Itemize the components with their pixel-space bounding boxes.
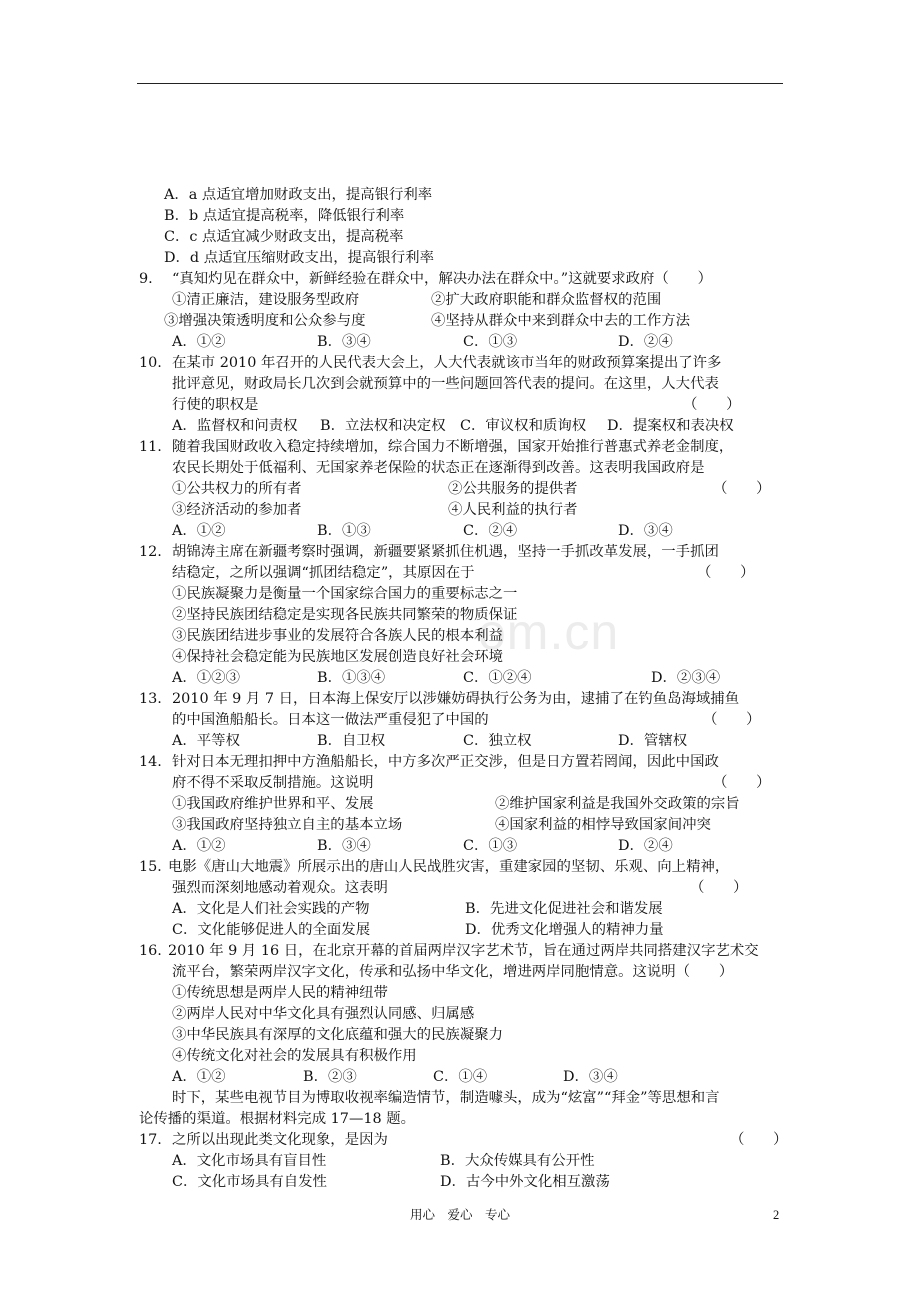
q12-option-b: B．①③④ [317, 670, 386, 686]
q15-number: 15． [139, 859, 172, 875]
q16-item-2: ②两岸人民对中华文化具有强烈认同感、归属感 [172, 1006, 475, 1022]
q11-option-c: C．②④ [463, 523, 518, 539]
q17-option-d: D．古今中外文化相互激荡 [440, 1174, 610, 1190]
q11-stem-line: 农民长期处于低福利、无国家养老保险的状态正在逐渐得到改善。这表明我国政府是 [172, 460, 705, 476]
q17-answer-bracket: （ ） [730, 1132, 788, 1148]
q14-item-3: ③我国政府坚持独立自主的基本立场 [172, 817, 403, 833]
q17-stem-line: 之所以出现此类文化现象，是因为 [172, 1132, 388, 1148]
q13-option-c: C．独立权 [463, 733, 532, 749]
q12-number: 12. [139, 544, 162, 560]
page-number: 2 [773, 1208, 780, 1222]
q17-number: 17. [139, 1132, 162, 1148]
material-paragraph-line: 论传播的渠道。根据材料完成 17—18 题。 [139, 1111, 416, 1127]
q17-option-b: B．大众传媒具有公开性 [440, 1153, 595, 1169]
q10-option-a: A．监督权和问责权 [172, 418, 298, 434]
q15-option-b: B．先进文化促进社会和谐发展 [465, 901, 663, 917]
q16-item-1: ①传统思想是两岸人民的精神纽带 [172, 985, 388, 1001]
q10-option-d: D．提案权和表决权 [607, 418, 734, 434]
q10-stem-line: 批评意见，财政局长几次到会就预算中的一些问题回答代表的提问。在这里，人大代表 [172, 376, 719, 392]
q15-answer-bracket: （ ） [690, 880, 748, 896]
q12-item-1: ①民族凝聚力是衡量一个国家综合国力的重要标志之一 [172, 586, 518, 602]
q16-number: 16. [139, 943, 162, 959]
q13-option-b: B．自卫权 [317, 733, 386, 749]
q11-option-b: B．①③ [317, 523, 371, 539]
q14-option-c: C．①③ [463, 838, 518, 854]
material-paragraph-line: 时下，某些电视节目为博取收视率编造情节，制造噱头，成为“炫富”“拜金”等思想和言 [172, 1090, 720, 1106]
q11-option-d: D．③④ [618, 523, 673, 539]
q16-item-3: ③中华民族具有深厚的文化底蕴和强大的民族凝聚力 [172, 1027, 503, 1043]
q11-option-a: A．①② [172, 523, 226, 539]
q9-item-2: ②扩大政府职能和群众监督权的范围 [431, 292, 662, 308]
q15-stem-line: 强烈而深刻地感动着观众。这表明 [172, 880, 388, 896]
q8-option-a: A．a 点适宜增加财政支出，提高银行利率 [164, 187, 433, 203]
q12-item-4: ④保持社会稳定能为民族地区发展创造良好社会环境 [172, 649, 503, 665]
q10-option-b: B．立法权和决定权 [320, 418, 446, 434]
q12-option-c: C．①②④ [463, 670, 532, 686]
q9-item-3: ③增强决策透明度和公众参与度 [164, 313, 366, 329]
q11-item-2: ②公共服务的提供者 [448, 481, 578, 497]
q14-stem-line: 针对日本无理扣押中方渔船船长，中方多次严正交涉，但是日方置若罔闻，因此中国政 [172, 754, 719, 770]
q16-item-4: ④传统文化对社会的发展具有积极作用 [172, 1048, 417, 1064]
page-footer: 用心 爱心 专心 [409, 1207, 510, 1222]
q15-option-a: A．文化是人们社会实践的产物 [172, 901, 370, 917]
q10-stem-line: 在某市 2010 年召开的人民代表大会上，人大代表就该市当年的财政预算案提出了许多 [172, 355, 722, 371]
q13-number: 13. [139, 691, 162, 707]
q13-stem-line: 2010 年 9 月 7 日，日本海上保安厅以涉嫌妨碍执行公务为由，逮捕了在钓鱼岛海域捕鱼 [172, 691, 740, 707]
q11-item-1: ①公共权力的所有者 [172, 481, 302, 497]
watermark: om.cn [478, 604, 620, 660]
q17-option-c: C．文化市场具有自发性 [172, 1174, 327, 1190]
q13-option-d: D．管辖权 [618, 733, 688, 749]
q16-option-c: C．①④ [433, 1069, 488, 1085]
q12-option-a: A．①②③ [172, 670, 240, 686]
q17-option-a: A．文化市场具有盲目性 [172, 1153, 327, 1169]
q10-option-c: C．审议权和质询权 [460, 418, 587, 434]
q10-answer-bracket: （ ） [683, 397, 741, 413]
q9-stem-line: “真知灼见在群众中，新鲜经验在群众中，解决办法在群众中。”这就要求政府（ ） [172, 271, 712, 287]
header-rule [137, 83, 783, 84]
q12-option-d: D．②③④ [651, 670, 721, 686]
q11-number: 11. [139, 439, 162, 455]
q14-answer-bracket: （ ） [713, 775, 771, 791]
q12-item-3: ③民族团结进步事业的发展符合各族人民的根本利益 [172, 628, 503, 644]
q15-option-d: D．优秀文化增强人的精神力量 [465, 922, 664, 938]
q9-number: 9. [139, 271, 153, 287]
q12-stem-line: 胡锦涛主席在新疆考察时强调，新疆要紧紧抓住机遇，坚持一手抓改革发展，一手抓团 [172, 544, 719, 560]
q15-stem-line: 电影《唐山大地震》所展示出的唐山人民战胜灾害，重建家园的坚韧、乐观、向上精神， [168, 859, 730, 875]
q16-option-b: B．②③ [303, 1069, 357, 1085]
q12-answer-bracket: （ ） [697, 565, 755, 581]
q8-option-b: B．b 点适宜提高税率，降低银行利率 [164, 208, 405, 224]
q14-number: 14. [139, 754, 162, 770]
q11-answer-bracket: （ ） [713, 481, 771, 497]
q16-stem-line: 流平台，繁荣两岸汉字文化，传承和弘扬中华文化，增进两岸同胞情意。这说明（ ） [172, 964, 734, 980]
q9-option-b: B．③④ [317, 334, 371, 350]
q8-option-d: D．d 点适宜压缩财政支出，提高银行利率 [164, 250, 434, 266]
q14-option-d: D．②④ [618, 838, 673, 854]
q11-stem-line: 随着我国财政收入稳定持续增加，综合国力不断增强，国家开始推行普惠式养老金制度， [172, 439, 734, 455]
q9-option-d: D．②④ [618, 334, 673, 350]
q14-item-1: ①我国政府维护世界和平、发展 [172, 796, 374, 812]
q8-option-c: C．c 点适宜减少财政支出，提高税率 [164, 229, 404, 245]
q14-option-b: B．③④ [317, 838, 371, 854]
q16-option-d: D．③④ [563, 1069, 618, 1085]
q16-stem-line: 2010 年 9 月 16 日，在北京开幕的首届两岸汉字艺术节，旨在通过两岸共同搭建汉字艺术交 [168, 943, 759, 959]
q14-stem-line: 府不得不采取反制措施。这说明 [172, 775, 374, 791]
q9-item-1: ①清正廉洁，建设服务型政府 [172, 292, 360, 308]
q9-option-a: A．①② [172, 334, 226, 350]
q9-item-4: ④坚持从群众中来到群众中去的工作方法 [431, 313, 691, 329]
q14-item-4: ④国家利益的相悖导致国家间冲突 [495, 817, 711, 833]
q15-option-c: C．文化能够促进人的全面发展 [172, 922, 371, 938]
q9-option-c: C．①③ [463, 334, 518, 350]
q13-option-a: A．平等权 [172, 733, 240, 749]
q10-number: 10. [139, 355, 162, 371]
q11-item-4: ④人民利益的执行者 [448, 502, 578, 518]
q13-answer-bracket: （ ） [703, 712, 761, 728]
q13-stem-line: 的中国渔船船长。日本这一做法严重侵犯了中国的 [172, 712, 489, 728]
q12-stem-line: 结稳定，之所以强调“抓团结稳定”，其原因在于 [172, 565, 475, 581]
q16-option-a: A．①② [172, 1069, 226, 1085]
q10-stem-line: 行使的职权是 [172, 397, 259, 413]
q11-item-3: ③经济活动的参加者 [172, 502, 302, 518]
q12-item-2: ②坚持民族团结稳定是实现各民族共同繁荣的物质保证 [172, 607, 518, 623]
q14-option-a: A．①② [172, 838, 226, 854]
q14-item-2: ②维护国家利益是我国外交政策的宗旨 [495, 796, 740, 812]
